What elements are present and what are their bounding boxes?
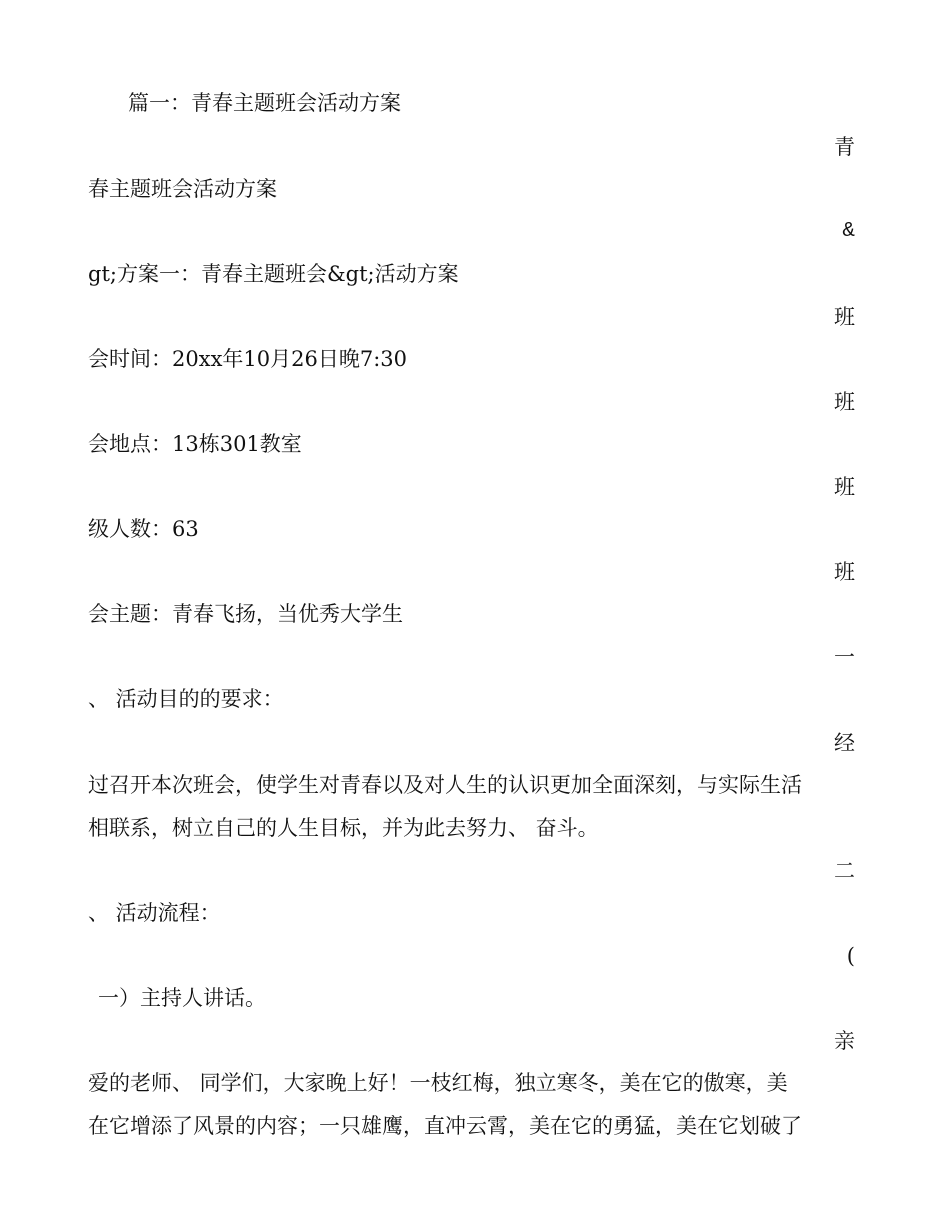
text-line: 春主题班会活动方案 (88, 177, 277, 201)
text-line: 过召开本次班会，使学生对青春以及对人生的认识更加全面深刻，与实际生活 (88, 773, 802, 797)
right-column-char: 班 (834, 475, 855, 499)
text-line: 级人数：63 (88, 517, 199, 541)
right-column-char: 亲 (834, 1029, 855, 1053)
right-column-char: & (842, 220, 855, 243)
text-line: gt;方案一：青春主题班会&gt;活动方案 (88, 262, 459, 286)
right-column-char: 青 (834, 135, 855, 159)
right-column-char: 班 (834, 390, 855, 414)
text-line: 相联系，树立自己的人生目标，并为此去努力、 奋斗。 (88, 816, 599, 840)
right-column-char: 班 (834, 305, 855, 329)
right-column-char: 一 (834, 645, 855, 669)
text-line: 会地点：13栋301教室 (88, 432, 302, 456)
text-line: 会时间：20xx年10月26日晚7:30 (88, 347, 408, 371)
right-column-char: 二 (834, 859, 855, 883)
text-line: 、 活动流程： (88, 901, 221, 925)
right-column-char: 班 (834, 560, 855, 584)
text-line: 一）主持人讲话。 (98, 986, 266, 1010)
text-line: 、 活动目的的要求： (88, 687, 284, 711)
text-line: 在它增添了风景的内容；一只雄鹰，直冲云霄，美在它的勇猛，美在它划破了 (88, 1114, 802, 1138)
right-column-char: ( (846, 944, 855, 968)
text-line: 爱的老师、 同学们，大家晚上好！一枝红梅，独立寒冬，美在它的傲寒，美 (88, 1071, 788, 1095)
text-line: 会主题：青春飞扬，当优秀大学生 (88, 602, 403, 626)
right-column-char: 经 (834, 731, 855, 755)
document-heading: 篇一：青春主题班会活动方案 (128, 91, 401, 115)
